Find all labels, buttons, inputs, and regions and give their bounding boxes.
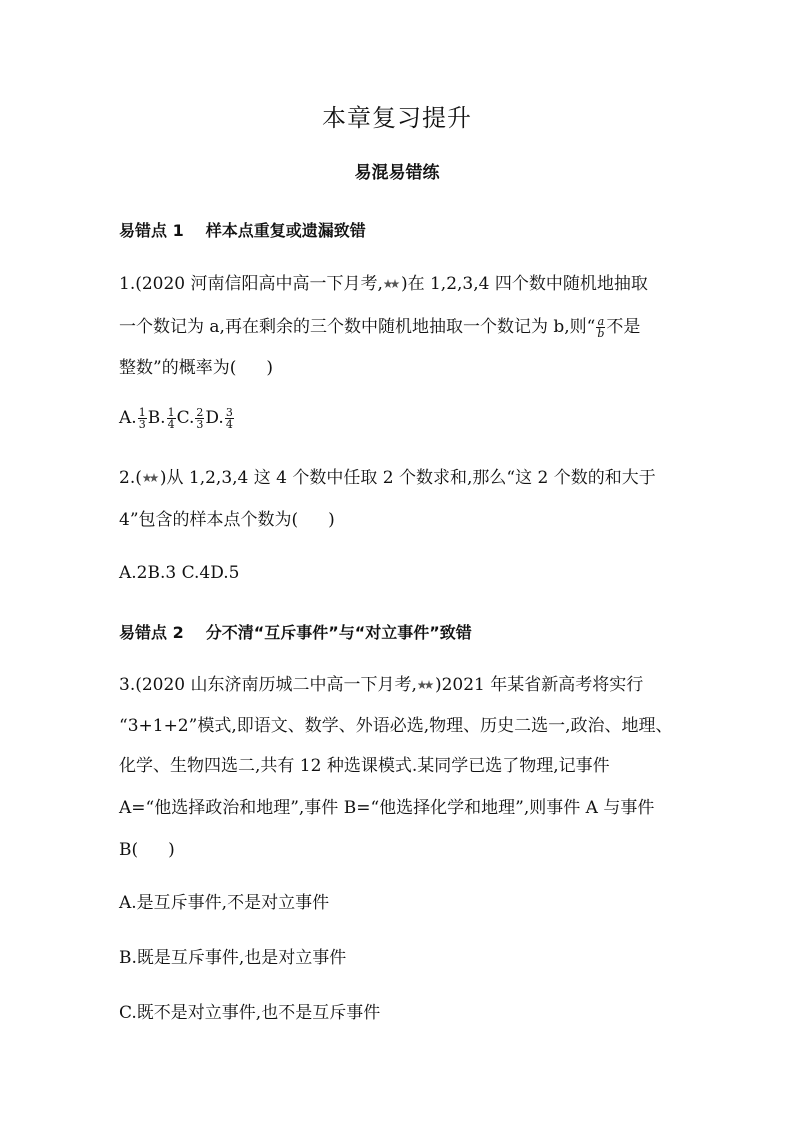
q1-line-1: 1.(2020 河南信阳高中高一下月考, )在 1,2,3,4 四个数中随机地抽取 (119, 274, 648, 294)
q3-option-b: B.既是互斥事件,也是对立事件 (119, 948, 347, 968)
q3-line-1: 3.(2020 山东济南历城二中高一下月考, )2021 年某省新高考将实行 (119, 675, 644, 695)
section-text: 样本点重复或遗漏致错 (205, 221, 366, 240)
option-a: A. $\frac{1}{3}$ (119, 406, 146, 431)
q3-line-2: “3+1+2”模式,即语文、数学、外语必选,物理、历史二选一,政治、地理、 (119, 716, 673, 736)
page-subtitle: 易混易错练 (354, 163, 440, 183)
page-title: 本章复习提升 (322, 104, 472, 132)
section-heading-2 (119, 620, 472, 643)
section-heading-1 (119, 218, 366, 241)
q3-line-3: 化学、生物四选二,共有 12 种选课模式.某同学已选了物理,记事件 (119, 756, 610, 776)
q3-option-c: C.既不是对立事件,也不是互斥事件 (119, 1003, 381, 1023)
q1-line-3: 整数”的概率为( ) (119, 358, 273, 378)
fraction-a-over-b: $\frac{a}{b}$ (597, 315, 605, 340)
section-label: 易错点 1 (119, 221, 184, 240)
two-star-icon (143, 472, 159, 484)
section-label: 易错点 2 (119, 623, 184, 642)
q2-line-1: 2.( )从 1,2,3,4 这 4 个数中任取 2 个数求和,那么“这 2 个数的和大于 (119, 468, 656, 488)
option-d: D. $\frac{3}{4}$ (205, 406, 233, 431)
q1-line-2: 一个数记为 a,再在剩余的三个数中随机地抽取一个数记为 b,则“ $\frac{a}{b}$ 不是 (119, 315, 641, 340)
option-b: B. $\frac{1}{4}$ (147, 406, 175, 431)
two-star-icon (384, 278, 400, 290)
q1-options (119, 406, 679, 430)
q2-line-2: 4”包含的样本点个数为( ) (119, 510, 335, 530)
q2-options: A.2B.3 C.4D.5 (119, 563, 240, 583)
section-text: 分不清“互斥事件”与“对立事件”致错 (205, 623, 472, 642)
q3-line-4: A=“他选择政治和地理”,事件 B=“他选择化学和地理”,则事件 A 与事件 (119, 798, 655, 818)
q3-line-5: B( ) (119, 840, 175, 860)
q3-option-a: A.是互斥事件,不是对立事件 (119, 893, 330, 913)
two-star-icon (418, 679, 434, 691)
option-c: C. $\frac{2}{3}$ (176, 406, 204, 431)
